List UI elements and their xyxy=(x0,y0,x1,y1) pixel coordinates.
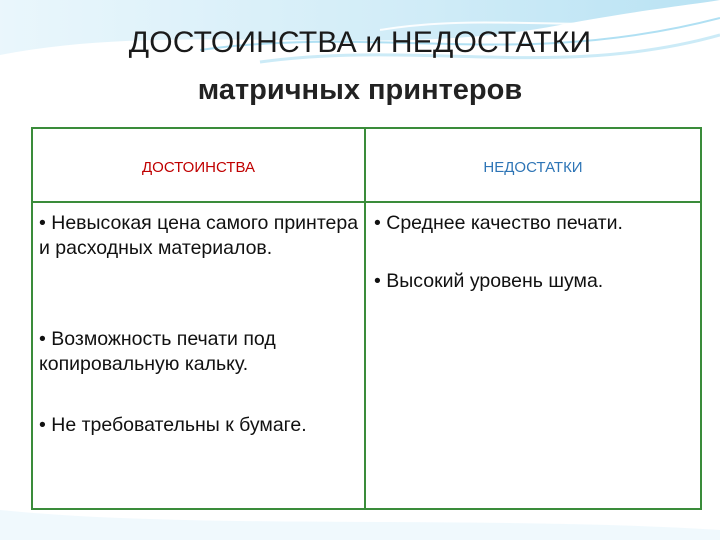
advantage-item: • Не требовательны к бумаге. xyxy=(39,414,307,436)
advantages-list xyxy=(33,203,366,508)
disadvantage-item: • Высокий уровень шума. xyxy=(374,270,604,292)
advantage-item: • Возможность печати под копировальную кальку. xyxy=(39,328,276,375)
disadvantage-item: • Среднее качество печати. xyxy=(374,212,623,234)
disadvantages-header: НЕДОСТАТКИ xyxy=(483,159,583,176)
disadvantages-list xyxy=(366,203,700,508)
advantages-header-cell xyxy=(33,129,366,203)
disadvantages-header-cell xyxy=(366,129,700,203)
comparison-table xyxy=(31,127,702,510)
slide-subtitle: матричных принтеров xyxy=(197,74,523,106)
slide-title: ДОСТОИНСТВА и НЕДОСТАТКИ xyxy=(128,26,592,59)
advantage-item: • Невысокая цена самого принтера и расходных материалов. xyxy=(39,212,359,259)
advantages-header: ДОСТОИНСТВА xyxy=(142,159,255,176)
